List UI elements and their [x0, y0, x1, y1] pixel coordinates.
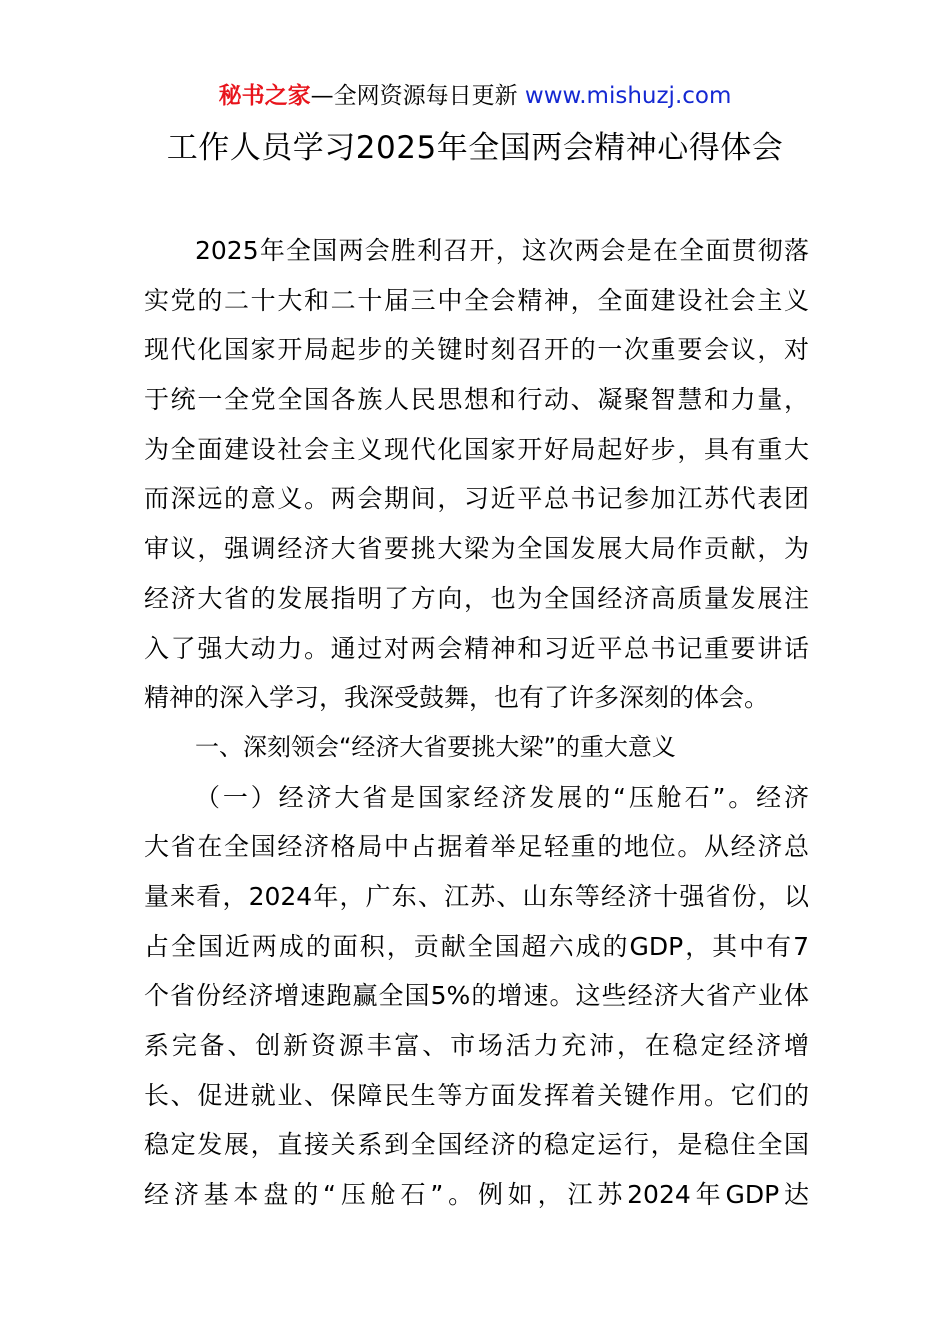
paragraph-line: 占全国近两成的面积，贡献全国超六成的GDP，其中有7 [144, 931, 809, 961]
document-title: 工作人员学习2025年全国两会精神心得体会 [166, 130, 784, 166]
paragraph-line: 为全面建设社会主义现代化国家开好局起好步，具有重大 [144, 434, 809, 464]
paragraph-line: 审议，强调经济大省要挑大梁为全国发展大局作贡献，为 [144, 534, 809, 564]
document-body [144, 226, 809, 1220]
site-header [0, 80, 950, 112]
paragraph-line: 现代化国家开局起步的关键时刻召开的一次重要会议，对 [144, 335, 809, 365]
paragraph-line: （一）经济大省是国家经济发展的“压舱石”。经济 [195, 782, 809, 812]
site-tagline: —全网资源每日更新 [310, 83, 518, 109]
paragraph-line: 实党的二十大和二十届三中全会精神，全面建设社会主义 [144, 285, 809, 315]
paragraph-line: 精神的深入学习，我深受鼓舞，也有了许多深刻的体会。 [144, 683, 770, 713]
paragraph-line: 经济基本盘的“压舱石”。例如，江苏2024年GDP达 [144, 1180, 809, 1210]
paragraph-line: 个省份经济增速跑赢全国5%的增速。这些经济大省产业体 [144, 981, 809, 1011]
paragraph-line: 而深远的意义。两会期间，习近平总书记参加江苏代表团 [144, 484, 809, 514]
paragraph-line: 量来看，2024年，广东、江苏、山东等经济十强省份，以 [144, 881, 809, 911]
site-url-link[interactable]: www.mishuzj.com [524, 83, 732, 109]
paragraph-line: 2025年全国两会胜利召开，这次两会是在全面贯彻落 [195, 236, 809, 265]
paragraph-line: 于统一全党全国各族人民思想和行动、凝聚智慧和力量， [144, 385, 809, 415]
section-heading: 一、深刻领会“经济大省要挑大梁”的重大意义 [195, 732, 676, 761]
paragraph-line: 大省在全国经济格局中占据着举足轻重的地位。从经济总 [144, 832, 809, 862]
paragraph-line: 稳定发展，直接关系到全国经济的稳定运行，是稳住全国 [144, 1130, 809, 1160]
paragraph-line: 经济大省的发展指明了方向，也为全国经济高质量发展注 [144, 583, 809, 613]
site-name: 秘书之家 [218, 83, 311, 109]
paragraph-line: 系完备、创新资源丰富、市场活力充沛，在稳定经济增 [144, 1031, 809, 1060]
paragraph-line: 长、促进就业、保障民生等方面发挥着关键作用。它们的 [144, 1080, 809, 1110]
paragraph-line: 入了强大动力。通过对两会精神和习近平总书记重要讲话 [144, 633, 809, 663]
